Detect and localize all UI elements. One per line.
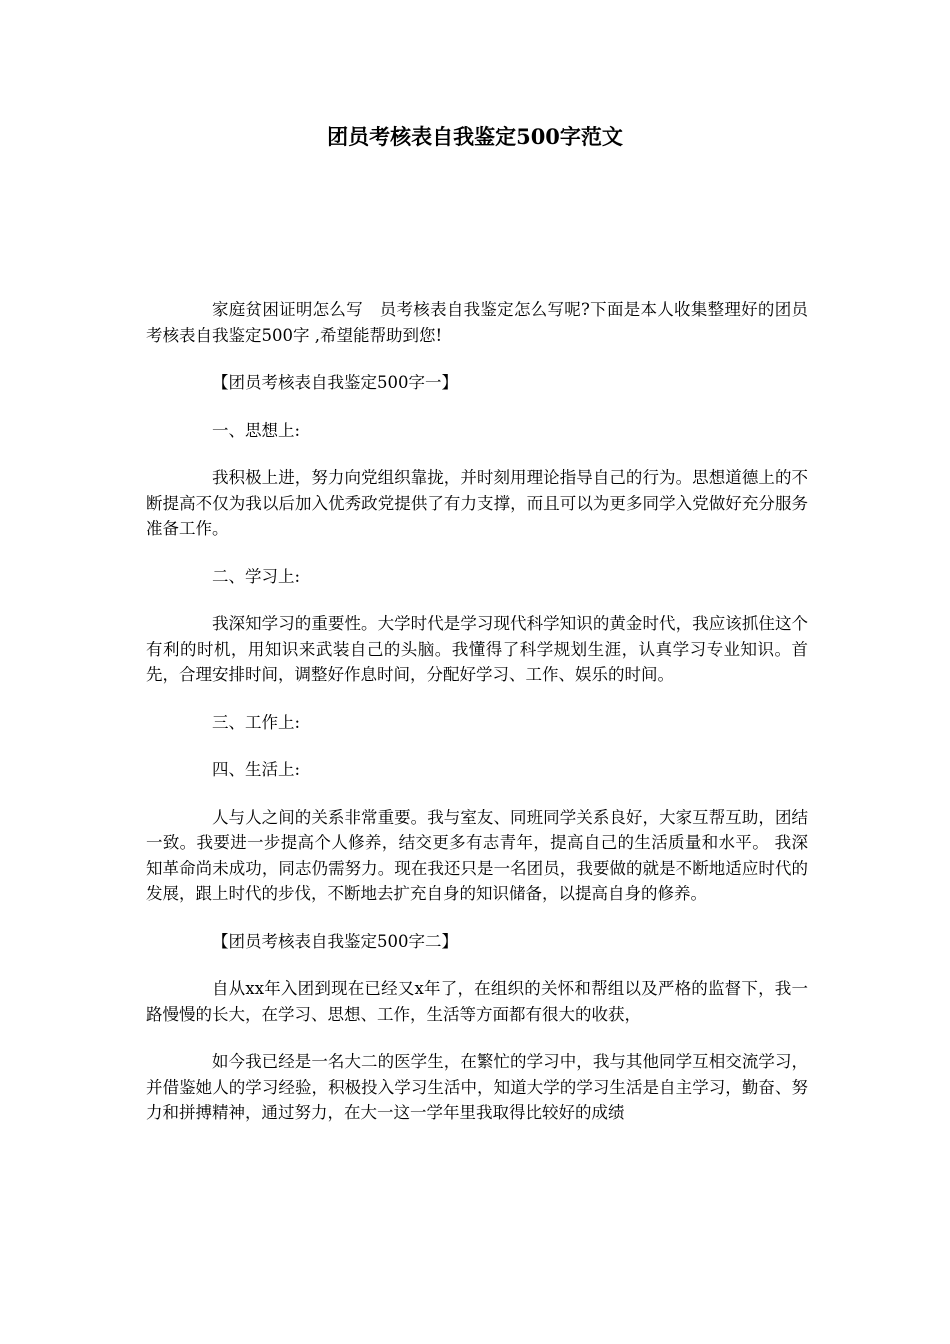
section-heading-one: 【团员考核表自我鉴定500字一】 xyxy=(212,373,458,392)
intro-paragraph: 家庭贫困证明怎么写 员考核表自我鉴定怎么写呢?下面是本人收集整理好的团员考核表自我鉴定500字 ,希望能帮助到您! xyxy=(146,300,808,345)
life-paragraph: 人与人之间的关系非常重要。我与室友、同班同学关系良好，大家互帮互助，团结一致。我要进一步提高个人修养，结交更多有志青年，提高自己的生活质量和水平。 我深知革命尚未成功，同志仍需努力。现在我还只是一名团员，我要做的就是不断地适应时代的发展，跟上时代的步伐，不断地去扩充自身的知识储备，以提高自身的修养。 xyxy=(146,807,808,903)
subheading-study: 二、学习上: xyxy=(212,566,301,586)
document-title: 团员考核表自我鉴定500字范文 xyxy=(327,124,623,149)
subheading-work: 三、工作上: xyxy=(212,712,301,732)
subheading-life: 四、生活上: xyxy=(212,760,301,779)
joining-paragraph: 自从xx年入团到现在已经又x年了，在组织的关怀和帮组以及严格的监督下，我一路慢慢的长大，在学习、思想、工作，生活等方面都有很大的收获， xyxy=(146,979,808,1024)
subheading-thought: 一、思想上: xyxy=(212,420,301,440)
document-body xyxy=(146,297,808,1126)
section-heading-two: 【团员考核表自我鉴定500字二】 xyxy=(212,931,458,951)
study-paragraph: 我深知学习的重要性。大学时代是学习现代科学知识的黄金时代，我应该抓住这个有利的时机，用知识来武装自己的头脑。我懂得了科学规划生涯，认真学习专业知识。首先，合理安排时间，调整好作息时间，分配好学习、工作、娱乐的时间。 xyxy=(146,614,808,684)
current-paragraph: 如今我已经是一名大二的医学生，在繁忙的学习中，我与其他同学互相交流学习，并借鉴她人的学习经验，积极投入学习生活中，知道大学的学习生活是自主学习，勤奋、努力和拼搏精神，通过努力，在大一这一学年里我取得比较好的成绩 xyxy=(146,1052,808,1122)
thought-paragraph: 我积极上进，努力向党组织靠拢，并时刻用理论指导自己的行为。思想道德上的不断提高不仅为我以后加入优秀政党提供了有力支撑，而且可以为更多同学入党做好充分服务准备工作。 xyxy=(146,468,808,538)
